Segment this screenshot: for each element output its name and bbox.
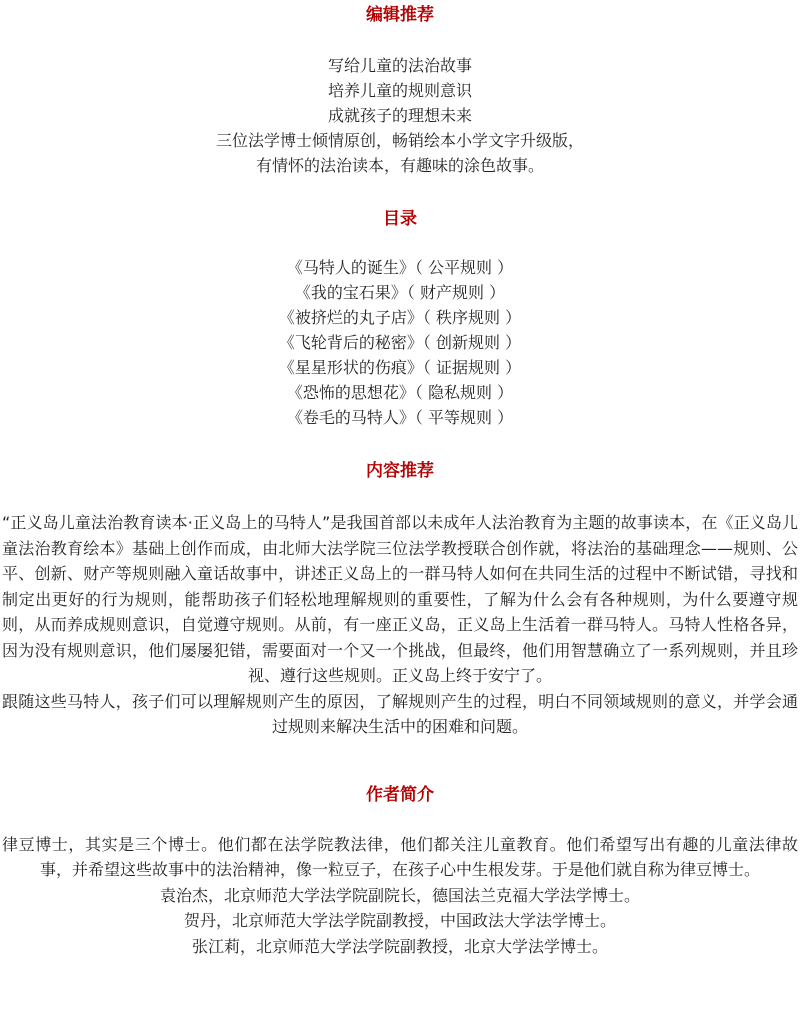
toc-item: 《被挤烂的丸子店》（ 秩序规则 ） <box>278 308 522 327</box>
author-introduction-body <box>0 832 800 960</box>
toc-item: 《我的宝石果》（ 财产规则 ） <box>294 283 506 302</box>
editor-line: 写给儿童的法治故事 <box>327 56 472 75</box>
author-introduction-section <box>0 783 800 960</box>
editor-recommendation-lines <box>0 53 800 178</box>
toc-item: 《星星形状的伤痕》（ 证据规则 ） <box>278 358 522 377</box>
author-introduction-heading: 作者简介 <box>366 784 434 805</box>
table-of-contents-heading: 目录 <box>383 209 417 229</box>
author-paragraph: 贺丹，北京师范大学法学院副教授，中国政法大学法学博士。 <box>183 911 616 930</box>
content-recommendation-section <box>0 459 800 740</box>
editor-recommendation-heading: 编辑推荐 <box>366 5 434 25</box>
toc-item: 《恐怖的思想花》（ 隐私规则 ） <box>286 383 514 402</box>
editor-recommendation-section <box>0 0 800 178</box>
toc-item: 《卷毛的马特人》（ 平等规则 ） <box>286 408 514 427</box>
editor-line: 三位法学博士倾情原创，畅销绘本小学文字升级版， <box>215 131 584 150</box>
author-paragraph: 张江莉，北京师范大学法学院副教授，北京大学法学博士。 <box>191 936 608 956</box>
content-recommendation-heading: 内容推荐 <box>366 461 434 481</box>
content-paragraph: “正义岛儿童法治教育读本·正义岛上的马特人”是我国首部以未成年人法治教育为主题的故事读本，在《正义岛儿童法治教育绘本》基础上创作而成，由北师大法学院三位法学教授联合创作就，将法治的基础理念——规则、公平、创新、财产等规则融入童话故事中，讲述正义岛上的一群马特人如何在共同生活的过程中不断试错，寻找和制定出更好的行为规则，能帮助孩子们轻松地理解规则的重要性，了解为什么会有各种规则，为什么要遵守规则，从而养成规则意识，自觉遵守规则。从前，有一座正义岛，正义岛上生活着一群马特人。马特人性格各异，因为没有规则意识，他们屡屡犯错，需要面对一个又一个挑战，但最终，他们用智慧确立了一系列规则，并且珍视、遵行这些规则。正义岛上终于安宁了。 <box>2 513 798 685</box>
table-of-contents-list <box>0 255 800 430</box>
author-paragraph: 袁治杰，北京师范大学法学院副院长，德国法兰克福大学法学博士。 <box>159 885 640 905</box>
content-recommendation-body <box>0 510 800 740</box>
table-of-contents-section <box>0 207 800 430</box>
editor-line: 有情怀的法治读本，有趣味的涂色故事。 <box>255 156 544 175</box>
editor-line: 成就孩子的理想未来 <box>327 106 472 125</box>
editor-line: 培养儿童的规则意识 <box>327 81 472 100</box>
content-paragraph: 跟随这些马特人，孩子们可以理解规则产生的原因，了解规则产生的过程，明白不同领域规则的意义，并学会通过规则来解决生活中的困难和问题。 <box>2 691 798 736</box>
author-paragraph: 律豆博士，其实是三个博士。他们都在法学院教法律，他们都关注儿童教育。他们希望写出有趣的儿童法律故事，并希望这些故事中的法治精神，像一粒豆子，在孩子心中生根发芽。于是他们就自称为律豆博士。 <box>2 834 798 879</box>
toc-item: 《马特人的诞生》（ 公平规则 ） <box>286 258 514 277</box>
toc-item: 《飞轮背后的秘密》（ 创新规则 ） <box>278 333 522 352</box>
